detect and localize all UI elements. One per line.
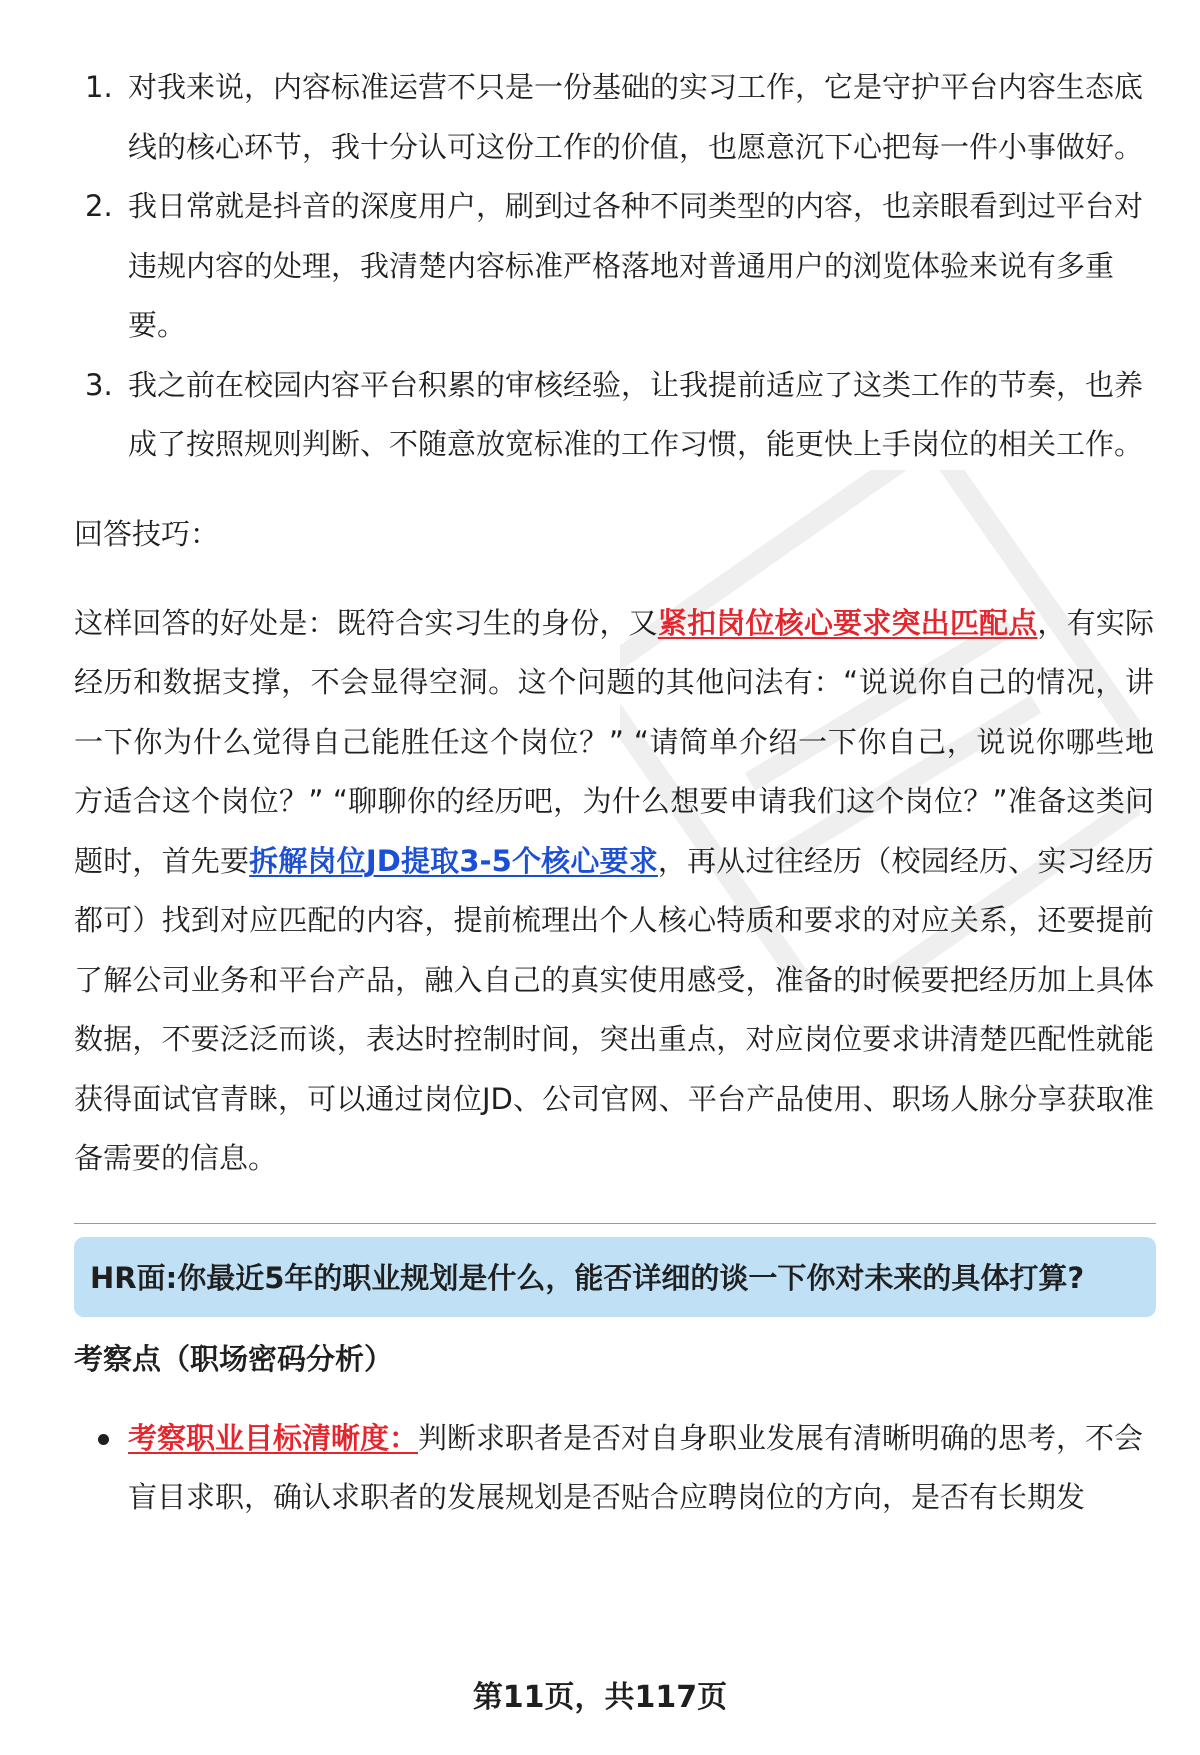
list-item <box>74 177 1154 356</box>
tips-text-part3: ，再从过往经历（校园经历、实习经历都可）找到对应匹配的内容，提前梳理出个人核心特质和要求的对应关系，还要提前了解公司业务和平台产品，融入自己的真实使用感受，准备的时候要把经历加上具体数据，不要泛泛而谈，表达时控制时间，突出重点，对应岗位要求讲清楚匹配性就能获得面试官青睐，可以通过岗位JD、公司官网、平台产品使用、职场人脉分享获取准备需要的信息。 <box>74 843 1154 1175</box>
list-number: 2. <box>85 189 113 223</box>
section-title: 考察点（职场密码分析） <box>74 1341 394 1376</box>
tips-label: 回答技巧： <box>74 516 220 551</box>
hr-question-text: HR面:你最近5年的职业规划是什么，能否详细的谈一下你对未来的具体打算? <box>90 1261 1085 1295</box>
tips-text-part1: 这样回答的好处是：既符合实习生的身份，又 <box>74 605 658 640</box>
hr-question-box <box>74 1237 1156 1317</box>
page-footer: 第11页，共117页 <box>472 1680 728 1715</box>
list-item-text: 对我来说，内容标准运营不只是一份基础的实习工作，它是守护平台内容生态底线的核心环节，我十分认可这份工作的价值，也愿意沉下心把每一件小事做好。 <box>128 70 1144 164</box>
tips-paragraph <box>74 594 1154 1189</box>
point-label: 考察职业目标清晰度： <box>128 1420 419 1455</box>
main-content <box>74 58 1154 1528</box>
list-item <box>74 1409 1154 1528</box>
point-text: 判断求职者是否对自身职业发展有清晰明确的思考，不会盲目求职，确认求职者的发展规划是否贴合应聘岗位的方向，是否有长期发 <box>128 1420 1144 1514</box>
highlight-blue-text: 拆解岗位JD提取3-5个核心要求 <box>249 843 658 878</box>
list-number: 1. <box>85 70 113 104</box>
reasons-list <box>74 58 1154 475</box>
points-list <box>74 1409 1154 1528</box>
list-item-text: 我日常就是抖音的深度用户，刷到过各种不同类型的内容，也亲眼看到过平台对违规内容的处理，我清楚内容标准严格落地对普通用户的浏览体验来说有多重要。 <box>128 189 1144 342</box>
list-item <box>74 356 1154 475</box>
bullet-icon <box>98 1434 109 1445</box>
highlight-red-text: 紧扣岗位核心要求突出匹配点 <box>657 605 1038 640</box>
list-item-text: 我之前在校园内容平台积累的审核经验，让我提前适应了这类工作的节奏，也养成了按照规则判断、不随意放宽标准的工作习惯，能更快上手岗位的相关工作。 <box>128 367 1144 461</box>
tips-text-part2: ，有实际经历和数据支撑，不会显得空洞。这个问题的其他问法有：“说说你自己的情况，讲一下你为什么觉得自己能胜任这个岗位？” “请简单介绍一下你自己，说说你哪些地方适合这个岗位？” “聊聊你的经历吧，为什么想要申请我们这个岗位？”准备这类问题时，首先要 <box>74 605 1154 878</box>
section-divider <box>74 1223 1156 1224</box>
list-number: 3. <box>85 367 113 402</box>
list-item <box>74 58 1154 177</box>
